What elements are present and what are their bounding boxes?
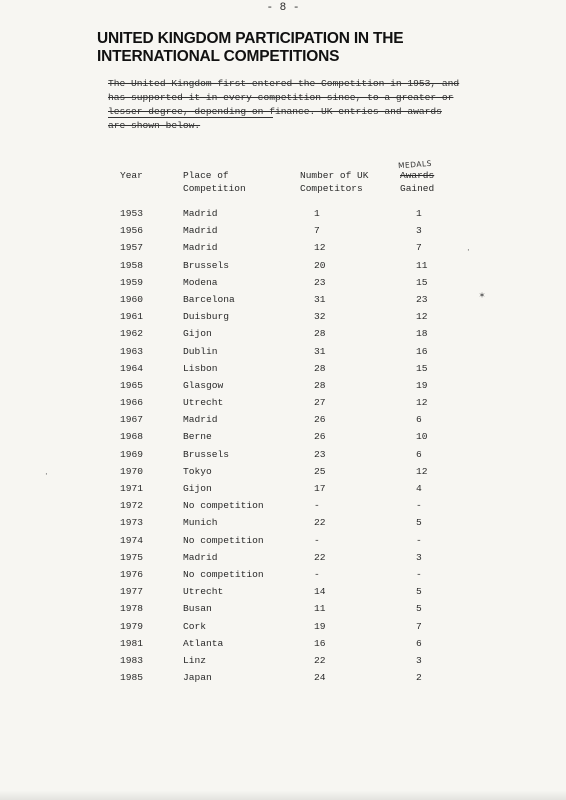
cell-year: 1985 bbox=[120, 672, 144, 684]
cell-medals: 15 bbox=[416, 362, 428, 374]
table-row bbox=[0, 431, 566, 448]
cell-year: 1976 bbox=[120, 568, 144, 580]
cell-medals: 6 bbox=[416, 448, 422, 460]
table-row bbox=[0, 449, 566, 466]
cell-year: 1958 bbox=[120, 259, 144, 271]
intro-line-4: are shown below. bbox=[108, 120, 201, 131]
cell-competitors: 24 bbox=[314, 672, 326, 684]
table-row bbox=[0, 397, 566, 414]
cell-medals: - bbox=[416, 568, 422, 580]
table-row bbox=[0, 414, 566, 431]
cell-year: 1968 bbox=[120, 431, 144, 443]
table-row bbox=[0, 517, 566, 534]
cell-medals: - bbox=[416, 500, 422, 512]
cell-competitors: 22 bbox=[314, 654, 326, 666]
cell-place: Glasgow bbox=[183, 379, 224, 391]
cell-competitors: 19 bbox=[314, 620, 326, 632]
cell-place: Madrid bbox=[183, 414, 218, 426]
cell-place: Japan bbox=[183, 672, 212, 684]
cell-competitors: 22 bbox=[314, 517, 326, 529]
table-row bbox=[0, 363, 566, 380]
table-row bbox=[0, 621, 566, 638]
cell-competitors: 32 bbox=[314, 311, 326, 323]
header-year: Year bbox=[120, 170, 143, 181]
intro-paragraph bbox=[108, 77, 478, 133]
cell-year: 1967 bbox=[120, 414, 144, 426]
cell-competitors: 14 bbox=[314, 586, 326, 598]
cell-year: 1972 bbox=[120, 500, 144, 512]
cell-medals: 5 bbox=[416, 603, 422, 615]
cell-year: 1962 bbox=[120, 328, 144, 340]
cell-competitors: 26 bbox=[314, 431, 326, 443]
header-competitors bbox=[300, 169, 368, 195]
table-row bbox=[0, 242, 566, 259]
cell-year: 1975 bbox=[120, 551, 144, 563]
cell-place: Madrid bbox=[183, 208, 218, 219]
cell-place: Brussels bbox=[183, 448, 230, 460]
cell-place: Utrecht bbox=[183, 397, 224, 409]
cell-competitors: 28 bbox=[314, 328, 326, 340]
cell-place: Madrid bbox=[183, 225, 218, 237]
cell-place: Gijon bbox=[183, 328, 212, 340]
cell-competitors: 11 bbox=[314, 603, 326, 615]
table-row bbox=[0, 380, 566, 397]
cell-place: No competition bbox=[183, 568, 264, 580]
cell-place: No competition bbox=[183, 500, 264, 512]
cell-year: 1974 bbox=[120, 534, 144, 546]
cell-medals: 3 bbox=[416, 551, 422, 563]
page-number: - 8 - bbox=[266, 2, 300, 14]
cell-place: Berne bbox=[183, 431, 212, 443]
cell-competitors: - bbox=[314, 500, 320, 512]
cell-competitors: 28 bbox=[314, 379, 326, 391]
cell-medals: 6 bbox=[416, 637, 422, 649]
cell-medals: 12 bbox=[416, 397, 428, 409]
intro-underline bbox=[108, 117, 273, 118]
cell-competitors: 26 bbox=[314, 414, 326, 426]
cell-competitors: 7 bbox=[314, 225, 320, 237]
cell-medals: 2 bbox=[416, 672, 422, 684]
cell-place: Atlanta bbox=[183, 637, 224, 649]
cell-competitors: 28 bbox=[314, 362, 326, 374]
table-row bbox=[0, 225, 566, 242]
participation-table bbox=[0, 208, 566, 689]
table-row bbox=[0, 586, 566, 603]
cell-competitors: 23 bbox=[314, 276, 326, 288]
cell-year: 1971 bbox=[120, 483, 144, 494]
cell-year: 1956 bbox=[120, 225, 144, 237]
header-place-line-1: Place of bbox=[183, 170, 229, 181]
cell-year: 1961 bbox=[120, 311, 144, 323]
cell-medals: 4 bbox=[416, 483, 422, 494]
table-row bbox=[0, 655, 566, 672]
cell-place: Lisbon bbox=[183, 362, 218, 374]
cell-year: 1970 bbox=[120, 465, 144, 477]
cell-year: 1963 bbox=[120, 345, 144, 357]
table-row bbox=[0, 328, 566, 345]
cell-competitors: 22 bbox=[314, 551, 326, 563]
cell-competitors: 1 bbox=[314, 208, 320, 219]
cell-medals: 12 bbox=[416, 311, 428, 323]
cell-competitors: 25 bbox=[314, 465, 326, 477]
cell-medals: 12 bbox=[416, 465, 428, 477]
cell-year: 1973 bbox=[120, 517, 144, 529]
cell-competitors: 23 bbox=[314, 448, 326, 460]
table-row bbox=[0, 208, 566, 225]
cell-medals: 15 bbox=[416, 276, 428, 288]
intro-line-3: lesser degree, depending on finance. UK entries and awards bbox=[108, 106, 442, 117]
cell-place: No competition bbox=[183, 534, 264, 546]
cell-medals: 6 bbox=[416, 414, 422, 426]
table-row bbox=[0, 500, 566, 517]
scan-speck: · bbox=[466, 246, 471, 255]
table-row bbox=[0, 346, 566, 363]
cell-place: Duisburg bbox=[183, 311, 230, 323]
table-row bbox=[0, 552, 566, 569]
cell-medals: 18 bbox=[416, 328, 428, 340]
cell-place: Gijon bbox=[183, 483, 212, 494]
cell-year: 1977 bbox=[120, 586, 144, 598]
cell-year: 1953 bbox=[120, 208, 144, 219]
cell-year: 1965 bbox=[120, 379, 144, 391]
cell-competitors: 31 bbox=[314, 345, 326, 357]
intro-line-2: has supported it in every competition since, to a greater or bbox=[108, 92, 454, 103]
cell-year: 1960 bbox=[120, 293, 144, 305]
table-row bbox=[0, 466, 566, 483]
table-row bbox=[0, 603, 566, 620]
header-medals bbox=[400, 169, 434, 195]
cell-competitors: 16 bbox=[314, 637, 326, 649]
cell-medals: 16 bbox=[416, 345, 428, 357]
cell-medals: 7 bbox=[416, 620, 422, 632]
cell-medals: 19 bbox=[416, 379, 428, 391]
cell-medals: 1 bbox=[416, 208, 422, 219]
title-line-2: INTERNATIONAL COMPETITIONS bbox=[97, 48, 340, 65]
table-row bbox=[0, 535, 566, 552]
cell-year: 1981 bbox=[120, 637, 144, 649]
header-place-line-2: Competition bbox=[183, 183, 246, 194]
header-place bbox=[183, 169, 246, 195]
cell-medals: 5 bbox=[416, 517, 422, 529]
cell-year: 1978 bbox=[120, 603, 144, 615]
cell-place: Barcelona bbox=[183, 293, 235, 305]
table-row bbox=[0, 569, 566, 586]
handwritten-medals-note: MEDALS bbox=[397, 158, 433, 171]
cell-place: Madrid bbox=[183, 551, 218, 563]
cell-medals: 3 bbox=[416, 654, 422, 666]
cell-year: 1959 bbox=[120, 276, 144, 288]
cell-medals: 10 bbox=[416, 431, 428, 443]
cell-place: Tokyo bbox=[183, 465, 212, 477]
cell-place: Madrid bbox=[183, 242, 218, 254]
cell-place: Cork bbox=[183, 620, 207, 632]
cell-year: 1966 bbox=[120, 397, 144, 409]
cell-medals: - bbox=[416, 534, 422, 546]
cell-place: Modena bbox=[183, 276, 218, 288]
cell-competitors: 31 bbox=[314, 293, 326, 305]
cell-year: 1979 bbox=[120, 620, 144, 632]
header-medals-line-2: Gained bbox=[400, 183, 435, 194]
table-row bbox=[0, 483, 566, 500]
cell-medals: 5 bbox=[416, 586, 422, 598]
intro-line-1: The United Kingdom first entered the Competition in 1953, and bbox=[108, 78, 460, 89]
cell-year: 1957 bbox=[120, 242, 144, 254]
table-row bbox=[0, 672, 566, 689]
cell-year: 1983 bbox=[120, 654, 144, 666]
table-row bbox=[0, 638, 566, 655]
cell-medals: 11 bbox=[416, 259, 428, 271]
title-line-1: UNITED KINGDOM PARTICIPATION IN THE bbox=[97, 30, 404, 47]
cell-medals: 7 bbox=[416, 242, 422, 254]
cell-place: Linz bbox=[183, 654, 207, 666]
header-medals-struck: Awards bbox=[400, 170, 435, 181]
cell-year: 1969 bbox=[120, 448, 144, 460]
page-title bbox=[97, 30, 497, 66]
scan-edge bbox=[0, 790, 566, 800]
table-row bbox=[0, 260, 566, 277]
cell-place: Busan bbox=[183, 603, 212, 615]
header-competitors-line-1: Number of UK bbox=[300, 170, 369, 181]
cell-medals: 23 bbox=[416, 293, 428, 305]
cell-place: Dublin bbox=[183, 345, 218, 357]
scan-speck: · bbox=[44, 470, 49, 479]
cell-competitors: 27 bbox=[314, 397, 326, 409]
cell-competitors: 20 bbox=[314, 259, 326, 271]
cell-place: Brussels bbox=[183, 259, 230, 271]
scan-speck: ✶ bbox=[479, 291, 486, 302]
header-competitors-line-2: Competitors bbox=[300, 183, 363, 194]
table-row bbox=[0, 311, 566, 328]
cell-year: 1964 bbox=[120, 362, 144, 374]
cell-place: Utrecht bbox=[183, 586, 224, 598]
cell-competitors: - bbox=[314, 534, 320, 546]
cell-medals: 3 bbox=[416, 225, 422, 237]
cell-competitors: 17 bbox=[314, 483, 326, 494]
cell-competitors: 12 bbox=[314, 242, 326, 254]
cell-competitors: - bbox=[314, 568, 320, 580]
cell-place: Munich bbox=[183, 517, 218, 529]
